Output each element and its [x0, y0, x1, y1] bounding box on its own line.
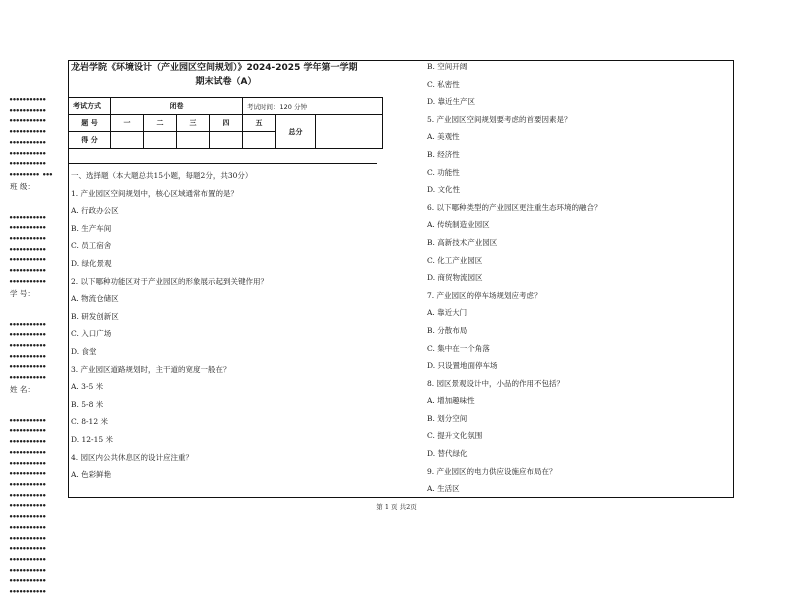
dot-line: ••••••••••• — [9, 438, 46, 447]
dot-line: ••••••••••• — [9, 491, 46, 500]
dot-line: ••••••••••• — [9, 320, 46, 329]
option-line: D. 食堂 — [71, 346, 97, 356]
section-heading: 一、选择题（本大题总共15小题，每题2分，共30分） — [71, 171, 253, 180]
dot-line: ••••••••••• — [9, 213, 46, 222]
option-line: C. 化工产业园区 — [427, 255, 483, 265]
question-line: 3. 产业园区道路规划时，主干道的宽度一般在？ — [71, 364, 231, 374]
dot-line: ••••••••••• — [9, 545, 46, 554]
dot-line: ••••••••••• — [9, 480, 46, 489]
question-line: 5. 产业园区空间规划要考虑的首要因素是？ — [427, 114, 572, 124]
option-line: A. 美观性 — [427, 132, 460, 142]
dot-line: ••••••••••• — [9, 427, 46, 436]
question-no-label: 题 号 — [69, 115, 111, 132]
dot-line: ••••••••••• — [9, 117, 46, 126]
left-column — [71, 167, 371, 484]
section-header: 五 — [243, 115, 276, 132]
question-line: 1. 产业园区空间规划中，核心区域通常布置的是？ — [71, 188, 239, 198]
dot-line: ••••••••••• — [9, 502, 46, 511]
dot-line: ••••••••••• — [9, 149, 46, 158]
option-line: A. 色彩鲜艳 — [71, 470, 112, 480]
option-line: B. 划分空间 — [427, 413, 468, 423]
option-line: B. 5-8 米 — [71, 399, 104, 409]
option-line: A. 生活区 — [427, 484, 460, 494]
option-line: C. 私密性 — [427, 79, 460, 89]
student-id-field-label: 学 号： — [10, 288, 35, 298]
question-line: 6. 以下哪种类型的产业园区更注重生态环境的融合？ — [427, 202, 602, 212]
option-line: C. 功能性 — [427, 167, 460, 177]
total-score-cell — [316, 115, 383, 149]
option-line: B. 生产车间 — [71, 223, 112, 233]
dot-line: ••••••••••• — [9, 277, 46, 286]
dot-line: ••••••••••• — [9, 448, 46, 457]
score-cell — [111, 132, 144, 149]
dot-line: ••••••••••• — [9, 331, 46, 340]
dot-line: ••••••••••• — [9, 96, 46, 104]
dot-line: ••••••••••• — [9, 352, 46, 361]
exam-title — [71, 61, 381, 89]
question-line: 7. 产业园区的停车场规划应考虑？ — [427, 290, 542, 300]
dot-line: ••••••••••• — [9, 588, 46, 597]
question-line: 8. 园区景观设计中，小品的作用不包括？ — [427, 378, 565, 388]
option-line: A. 3-5 米 — [71, 382, 104, 392]
option-line: B. 研发创新区 — [71, 311, 119, 321]
question-number-row — [69, 115, 383, 132]
score-cell — [177, 132, 210, 149]
option-line: B. 分散布局 — [427, 325, 468, 335]
option-line: D. 替代绿化 — [427, 449, 468, 459]
question-line: 9. 产业园区的电力供应设施应布局在？ — [427, 466, 557, 476]
option-line: B. 空间开阔 — [427, 62, 468, 71]
option-line: D. 文化性 — [427, 185, 461, 195]
dot-line: ••••••••••• — [9, 235, 46, 244]
right-column — [427, 58, 727, 498]
score-cell — [243, 132, 276, 149]
name-field-label: 姓 名： — [10, 384, 35, 394]
section-header: 四 — [210, 115, 243, 132]
option-line: D. 商贸物流园区 — [427, 273, 483, 283]
dot-line: ••••••••••• — [9, 224, 46, 233]
exam-title-line2: 期末试卷（A） — [195, 77, 257, 87]
dot-line: ••••••••••• — [9, 470, 46, 479]
binding-margin — [9, 95, 59, 598]
option-line: C. 入口广场 — [71, 329, 112, 339]
page-number: 第 1 页 共2页 — [376, 503, 417, 511]
dot-line: ••••••••••• — [9, 534, 46, 543]
option-line: A. 物流仓储区 — [71, 294, 119, 304]
dot-line: ••••••••••• — [9, 128, 46, 137]
dot-line: ••••••••••• — [9, 341, 46, 350]
total-label: 总分 — [276, 115, 316, 149]
score-cell — [210, 132, 243, 149]
question-line: 2. 以下哪种功能区对于产业园区的形象展示起到关键作用？ — [71, 276, 269, 286]
section-header: 一 — [111, 115, 144, 132]
dot-line: ••••••••••• — [9, 577, 46, 586]
class-field-label: 班 级： — [10, 181, 35, 191]
section-divider — [68, 163, 377, 164]
dot-line: ••••••••••• — [9, 523, 46, 532]
dot-line: ••••••••••• — [9, 106, 46, 115]
option-line: D. 靠近生产区 — [427, 97, 476, 107]
question-line: 4. 园区内公共休息区的设计应注重？ — [71, 452, 194, 462]
dot-line: ••••••••••• — [9, 160, 46, 169]
dot-line: ••••••••••• — [9, 267, 46, 276]
dot-line: ••••••••••• — [9, 245, 46, 254]
score-label: 得 分 — [69, 132, 111, 149]
exam-time: 考试时间：120 分钟 — [243, 98, 383, 115]
score-cell — [144, 132, 177, 149]
section-header: 三 — [177, 115, 210, 132]
option-line: C. 提升文化氛围 — [427, 431, 483, 441]
dot-line: ••••••••••• — [9, 138, 46, 147]
exam-title-line1: 龙岩学院《环境设计（产业园区空间规划）》2024-2025 学年第一学期 — [71, 63, 358, 73]
option-line: A. 靠近大门 — [427, 308, 468, 318]
option-line: B. 经济性 — [427, 149, 460, 159]
dot-line: ••••••••••• — [9, 459, 46, 468]
option-line: A. 增加趣味性 — [427, 396, 475, 406]
dot-line: ••••••••• ••• — [9, 170, 53, 179]
option-line: B. 高新技术产业园区 — [427, 237, 498, 247]
option-line: D. 只设置地面停车场 — [427, 361, 498, 371]
dot-line: ••••••••••• — [9, 363, 46, 372]
dot-line: ••••••••••• — [9, 374, 46, 383]
exam-mode-row — [69, 98, 383, 115]
dot-line: ••••••••••• — [9, 513, 46, 522]
option-line: C. 8-12 米 — [71, 417, 108, 427]
option-line: C. 集中在一个角落 — [427, 343, 490, 353]
dot-line: ••••••••••• — [9, 416, 46, 425]
dot-line: ••••••••••• — [9, 555, 46, 564]
dot-line: ••••••••••• — [9, 566, 46, 575]
exam-mode-value: 闭卷 — [111, 98, 243, 115]
section-header: 二 — [144, 115, 177, 132]
option-line: A. 行政办公区 — [71, 206, 119, 216]
option-line: D. 12-15 米 — [71, 434, 114, 444]
dot-line: ••••••••••• — [9, 256, 46, 265]
score-table — [68, 97, 383, 149]
option-line: A. 传统制造业园区 — [427, 220, 490, 230]
option-line: D. 绿化景观 — [71, 258, 112, 268]
option-line: C. 员工宿舍 — [71, 241, 112, 251]
exam-mode-label: 考试方式 — [69, 98, 111, 115]
